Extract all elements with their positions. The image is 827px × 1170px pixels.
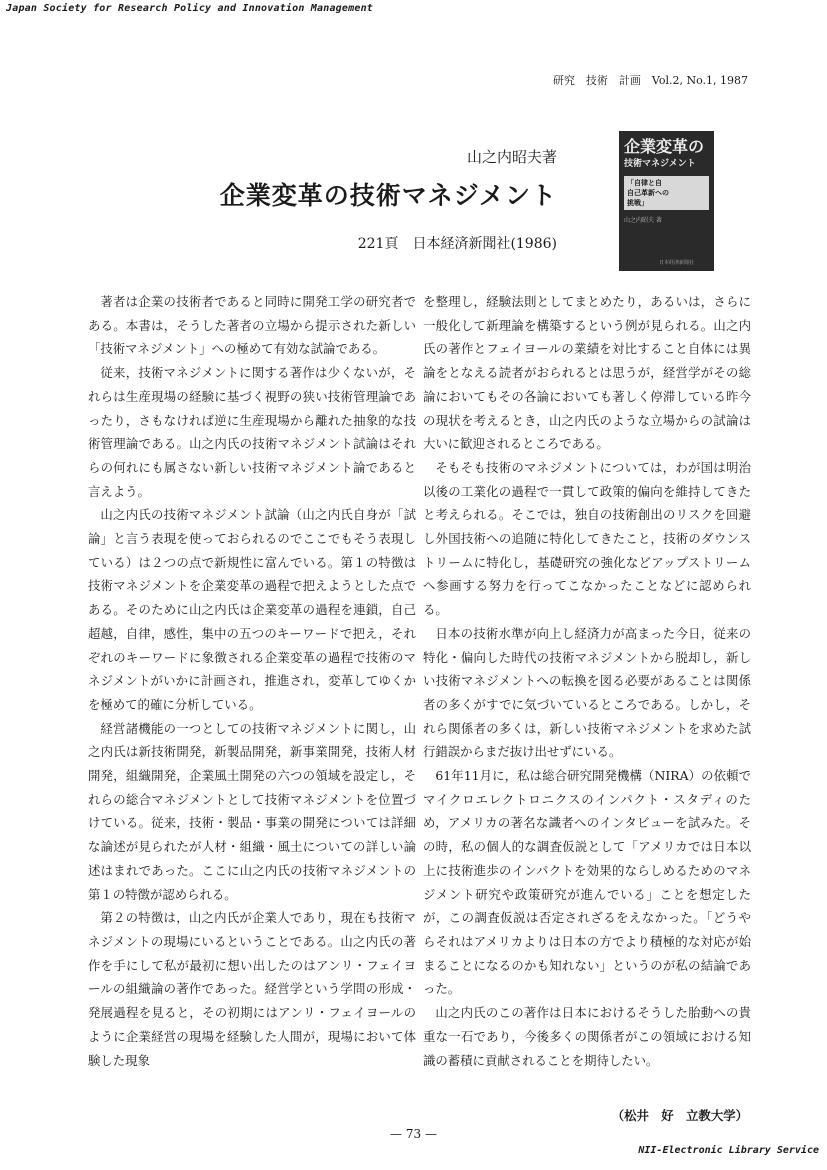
cover-box-line2: 自己革新への (627, 188, 669, 197)
society-header: Japan Society for Research Policy and Innovation Management (6, 3, 374, 14)
paragraph: 61年11月に，私は総合研究開発機構（NIRA）の依頼でマイクロエレクトロニクスのインパクト・スタディのため，アメリカの著名な識者へのインタビューを試みた。その時，私の個人的な調査仮説として「アメリカでは日本以上に技術進歩のインパクトを効果的ならしめるためのマネジメント研究や政策研究が進んでいる」ことを想定したが，この調査仮説は否定されざるをえなかった。「どうやらそれはアメリカよりは日本の方でより積極的な対応が始まることになるのかも知れない」というのが私の結論であった。 (423, 768, 751, 997)
cover-publisher: 日本経済新聞社 (659, 260, 695, 266)
paragraph: を整理し，経験法則としてまとめたり，あるいは，さらに一般化して新理論を構築するという例が見られる。山之内氏の著作とフェイヨールの業績を対比すること自体には異論をとなえる読者がおられるとは思うが，経営学がその総論においてもその各論においても著しく停滞している昨今の現状を考えるとき，山之内氏のような立場からの試論は大いに歓迎されるところである。 (423, 294, 751, 452)
book-title: 企業変革の技術マネジメント (219, 181, 557, 210)
reviewer-signature: （松井 好 立教大学） (611, 1108, 748, 1123)
paragraph: 従来，技術マネジメントに関する著作は少くないが，それらは生産現場の経験に基づく視野の狭い技術管理論であったり，さもなければ逆に生産現場から離れた抽象的な技術管理論である。山之内氏の技術マネジメント試論はそれらの何れにも属さない新しい技術マネジメント論であると言えよう。 (88, 365, 416, 499)
book-meta: 221頁 日本経済新聞社(1986) (357, 236, 557, 252)
cover-title-line2: 技術マネジメント (624, 159, 696, 169)
cover-title-line1: 企業変革の (624, 137, 705, 156)
page-number: — 73 — (390, 1127, 437, 1141)
left-column (88, 290, 416, 1072)
cover-subtitle-box (624, 176, 709, 210)
paragraph: 山之内氏の技術マネジメント試論（山之内氏自身が「試論」と言う表現を使っておられるのでここでもそう表現している）は２つの点で新規性に富んでいる。第１の特徴は技術マネジメントを企業変革の過程で把えようとした点である。そのために山之内氏は企業変革の過程を連鎖，自己超越，自律，感性，集中の五つのキーワードで把え，それぞれのキーワードに象徴される企業変革の過程で技術のマネジメントがいかに計画され，推進され，変革してゆくかを極めて的確に分析している。 (88, 507, 416, 712)
paragraph: 経営諸機能の一つとしての技術マネジメントに関し，山之内氏は新技術開発，新製品開発，新事業開発，技術人材開発，組織開発，企業風土開発の六つの領域を設定し，それらの総合マネジメントとして技術マネジメントを位置づけている。従来，技術・製品・事業の開発については詳細な論述が見られたが人材・組織・風土についての詳しい論述はまれであった。ここに山之内氏の技術マネジメントの第１の特徴が認められる。 (88, 720, 416, 902)
book-cover-image (619, 131, 714, 271)
cover-box-line3: 挑戦」 (627, 198, 648, 207)
book-author: 山之内昭夫著 (466, 148, 557, 166)
cover-box-line1: 「自律と自 (627, 178, 662, 187)
journal-info: 研究 技術 計画 Vol.2, No.1, 1987 (552, 74, 748, 87)
paragraph: 著者は企業の技術者であると同時に開発工学の研究者である。本書は，そうした著者の立場から提示された新しい「技術マネジメント」への極めて有効な試論である。 (88, 294, 416, 357)
right-column (423, 290, 751, 1072)
paragraph: 第２の特徴は，山之内氏が企業人であり，現在も技術マネジメントの現場にいるということである。山之内氏の著作を手にして私が最初に想い出したのはアンリ・フェイヨールの組織論の著作であった。経営学という学問の形成・発展過程を見ると，その初期にはアンリ・フェイヨールのように企業経営の現場を経験した人間が，現場において体験した現象 (88, 910, 416, 1068)
cover-author: 山之内昭夫 著 (624, 217, 662, 224)
paragraph: そもそも技術のマネジメントについては，わが国は明治以後の工業化の過程で一貫して政策的偏向を維持してきたと考えられる。そこでは，独自の技術創出のリスクを回避し外国技術への追随に特化してきたこと，技術のダウンストリームに特化し，基礎研究の強化などアップストリームへ参画する努力を行ってこなかったことなどに認められる。 (423, 459, 751, 618)
footer-service: NII-Electronic Library Service (638, 1145, 819, 1156)
paragraph: 日本の技術水準が向上し経済力が高まった今日，従来の特化・偏向した時代の技術マネジメントから脱却し，新しい技術マネジメントへの転換を図る必要があることは関係者の多くがすでに気づいているところである。しかし，それら関係者の多くは，新しい技術マネジメントを求めた試行錯誤からまだ抜け出せずにいる。 (423, 625, 751, 760)
paragraph: 山之内氏のこの著作は日本におけるそうした胎動への貴重な一石であり，今後多くの関係者がこの領域における知識の蓄積に貢献されることを期待したい。 (423, 1005, 751, 1068)
